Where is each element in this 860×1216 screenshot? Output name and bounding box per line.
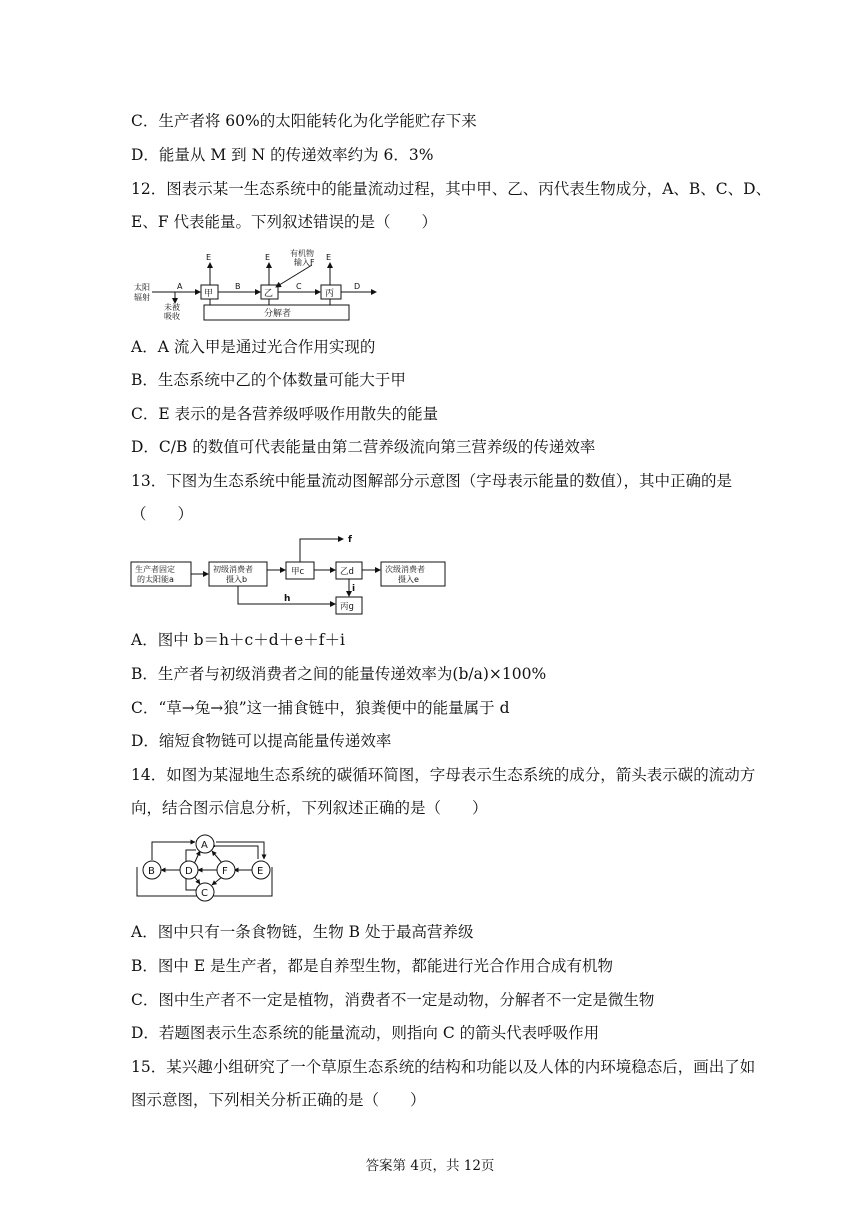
jia-label: 甲	[204, 289, 214, 299]
label-d: D	[354, 282, 361, 291]
q13-option-d: D．缩短食物链可以提高能量传递效率	[131, 732, 392, 750]
h-label: h	[284, 594, 291, 604]
yi-d-label: 乙d	[340, 567, 354, 577]
q13-energy-flow-diagram	[130, 532, 450, 618]
q14-stem-line-1: 14．如图为某湿地生态系统的碳循环简图，字母表示生态系统的成分，箭头表示碳的流动方	[131, 766, 756, 784]
q13-option-c: C．“草→兔→狼”这一捕食链中，狼粪便中的能量属于 d	[131, 699, 510, 717]
q13-stem-line-1: 13．下图为生态系统中能量流动图解部分示意图（字母表示能量的数值），其中正确的是	[131, 472, 732, 490]
q14-option-d: D．若题图表示生态系统的能量流动，则指向 C 的箭头代表呼吸作用	[131, 1024, 600, 1042]
q15-stem-line-2: 图示意图，下列相关分析正确的是（ ）	[131, 1091, 426, 1109]
q14-stem-line-2: 向，结合图示信息分析，下列叙述正确的是（ ）	[131, 799, 488, 817]
producer-label-1: 生产者固定	[135, 565, 175, 574]
q13-option-a: A．图中 b＝h＋c＋d＋e＋f＋i	[131, 631, 345, 649]
bing-g-label: 丙g	[340, 602, 354, 612]
sun-label-1: 太阳	[134, 283, 150, 292]
q14-carbon-cycle-diagram	[130, 832, 280, 904]
q12-option-a: A．A 流入甲是通过光合作用实现的	[131, 338, 376, 356]
e-label-2: E	[265, 253, 271, 262]
q12-option-d: D．C/B 的数值可代表能量由第二营养级流向第三营养级的传递效率	[131, 438, 596, 456]
q12-stem-line-2: E、F 代表能量。下列叙述错误的是（ ）	[131, 213, 437, 231]
not-absorbed-2: 吸收	[164, 312, 180, 321]
q12-option-b: B．生态系统中乙的个体数量可能大于甲	[131, 371, 406, 389]
node-e-label: E	[257, 866, 264, 877]
sun-label-2: 辐射	[134, 293, 150, 302]
organic-input-1: 有机物	[290, 249, 314, 258]
node-f-label: F	[222, 866, 228, 877]
organic-input-2: 输入F	[294, 258, 315, 267]
decomposer-label: 分解者	[264, 309, 292, 319]
yi-label: 乙	[264, 289, 274, 299]
f-label: f	[348, 535, 352, 545]
node-d-label: D	[185, 866, 193, 877]
primary-label-1: 初级消费者	[213, 565, 253, 574]
q13-stem-line-2: （ ）	[131, 505, 194, 523]
q14-option-a: A．图中只有一条食物链，生物 B 处于最高营养级	[131, 923, 474, 941]
q14-option-c: C．图中生产者不一定是植物，消费者不一定是动物，分解者不一定是微生物	[131, 991, 655, 1009]
q11-option-c: C．生产者将 60%的太阳能转化为化学能贮存下来	[131, 112, 477, 130]
jia-c-label: 甲c	[291, 567, 305, 577]
label-b: B	[235, 282, 241, 291]
label-c: C	[296, 282, 302, 291]
e-label-1: E	[206, 253, 212, 262]
bing-label: 丙	[325, 289, 335, 299]
label-a: A	[177, 282, 183, 291]
secondary-label-2: 摄入e	[398, 575, 419, 584]
q13-option-b: B．生产者与初级消费者之间的能量传递效率为(b/a)×100%	[131, 665, 547, 683]
q12-energy-flow-diagram	[130, 247, 390, 323]
not-absorbed-1: 未被	[164, 303, 180, 312]
page-footer: 答案第 4页，共 12页	[365, 1158, 495, 1174]
node-a-label: A	[201, 840, 208, 851]
i-label: i	[352, 584, 356, 594]
node-c-label: C	[201, 888, 208, 899]
q15-stem-line-1: 15．某兴趣小组研究了一个草原生态系统的结构和功能以及人体的内环境稳态后，画出了如	[131, 1058, 756, 1076]
secondary-label-1: 次级消费者	[385, 565, 425, 574]
node-b-label: B	[148, 866, 155, 877]
q14-option-b: B．图中 E 是生产者，都是自养型生物，都能进行光合作用合成有机物	[131, 957, 614, 975]
producer-label-2: 的太阳能a	[137, 575, 174, 584]
primary-label-2: 摄入b	[226, 575, 248, 584]
q12-stem-line-1: 12．图表示某一生态系统中的能量流动过程，其中甲、乙、丙代表生物成分，A、B、C、D、	[131, 180, 772, 198]
e-label-3: E	[326, 253, 332, 262]
q11-option-d: D．能量从 M 到 N 的传递效率约为 6．3%	[131, 146, 434, 164]
q12-option-c: C．E 表示的是各营养级呼吸作用散失的能量	[131, 405, 439, 423]
